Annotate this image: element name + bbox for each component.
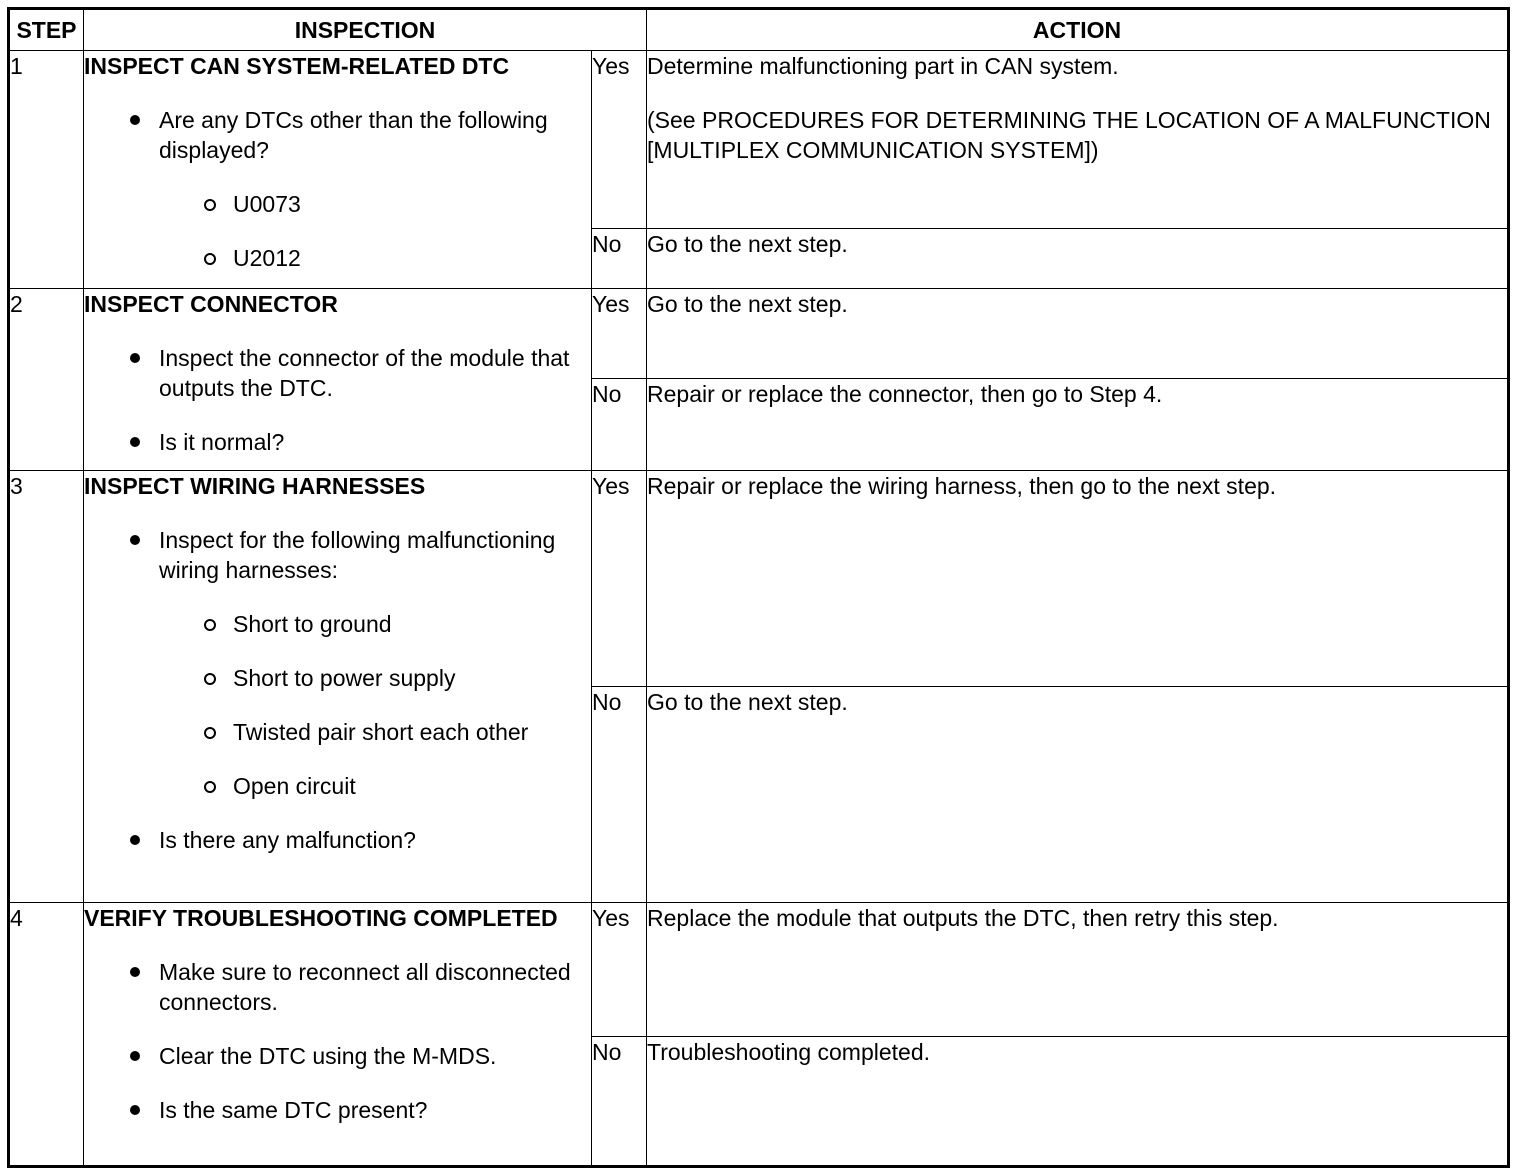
- troubleshooting-table: [7, 7, 1510, 1168]
- step-number: 4: [9, 903, 84, 1167]
- header-row: [9, 9, 1509, 51]
- step-3-inspection: [84, 471, 592, 903]
- yes-action: Replace the module that outputs the DTC, then retry this step.: [647, 903, 1509, 1037]
- yes-action: [647, 51, 1509, 229]
- bullet-item: Is it normal?: [84, 427, 591, 457]
- no-label: No: [592, 687, 647, 903]
- no-action: Troubleshooting completed.: [647, 1037, 1509, 1167]
- bullet-item: Clear the DTC using the M-MDS.: [84, 1041, 591, 1071]
- bullet-item: Inspect the connector of the module that outputs the DTC.: [84, 343, 591, 403]
- sub-item: Short to power supply: [84, 663, 591, 693]
- step-title: INSPECT CAN SYSTEM-RELATED DTC: [84, 53, 510, 79]
- sub-item: U0073: [84, 189, 591, 219]
- yes-label: Yes: [592, 51, 647, 229]
- bullet-item: Is there any malfunction?: [84, 825, 591, 855]
- yes-action: Repair or replace the wiring harness, then go to the next step.: [647, 471, 1509, 687]
- header-action: ACTION: [647, 9, 1509, 51]
- step-2-inspection: [84, 289, 592, 471]
- step-title: INSPECT WIRING HARNESSES: [84, 473, 426, 499]
- yes-action: Go to the next step.: [647, 289, 1509, 379]
- bullet-item: Are any DTCs other than the following displayed?: [84, 105, 591, 165]
- sub-item: Short to ground: [84, 609, 591, 639]
- step-title: INSPECT CONNECTOR: [84, 291, 338, 317]
- header-step: STEP: [9, 9, 84, 51]
- step-4-yes-row: [9, 903, 1509, 1037]
- no-action: Repair or replace the connector, then go to Step 4.: [647, 379, 1509, 471]
- bullet-item: Inspect for the following malfunctioning wiring harnesses:: [84, 525, 591, 585]
- no-label: No: [592, 229, 647, 289]
- sub-item: U2012: [84, 243, 591, 273]
- step-4-inspection: [84, 903, 592, 1167]
- bullet-item: Make sure to reconnect all disconnected connectors.: [84, 957, 591, 1017]
- no-action: Go to the next step.: [647, 229, 1509, 289]
- no-label: No: [592, 379, 647, 471]
- action-text: Determine malfunctioning part in CAN system.: [647, 53, 1119, 79]
- step-3-yes-row: [9, 471, 1509, 687]
- step-title: VERIFY TROUBLESHOOTING COMPLETED: [84, 905, 558, 931]
- step-1-inspection: [84, 51, 592, 289]
- step-number: 1: [9, 51, 84, 289]
- header-inspection: INSPECTION: [84, 9, 647, 51]
- yes-label: Yes: [592, 903, 647, 1037]
- sub-item: Twisted pair short each other: [84, 717, 591, 747]
- action-reference: (See PROCEDURES FOR DETERMINING THE LOCATION OF A MALFUNCTION [MULTIPLEX COMMUNICATION SYSTEM]): [647, 107, 1491, 163]
- step-2-yes-row: [9, 289, 1509, 379]
- no-action: Go to the next step.: [647, 687, 1509, 903]
- step-number: 3: [9, 471, 84, 903]
- step-number: 2: [9, 289, 84, 471]
- bullet-item: Is the same DTC present?: [84, 1095, 591, 1125]
- sub-item: Open circuit: [84, 771, 591, 801]
- step-1-yes-row: [9, 51, 1509, 229]
- no-label: No: [592, 1037, 647, 1167]
- yes-label: Yes: [592, 289, 647, 379]
- yes-label: Yes: [592, 471, 647, 687]
